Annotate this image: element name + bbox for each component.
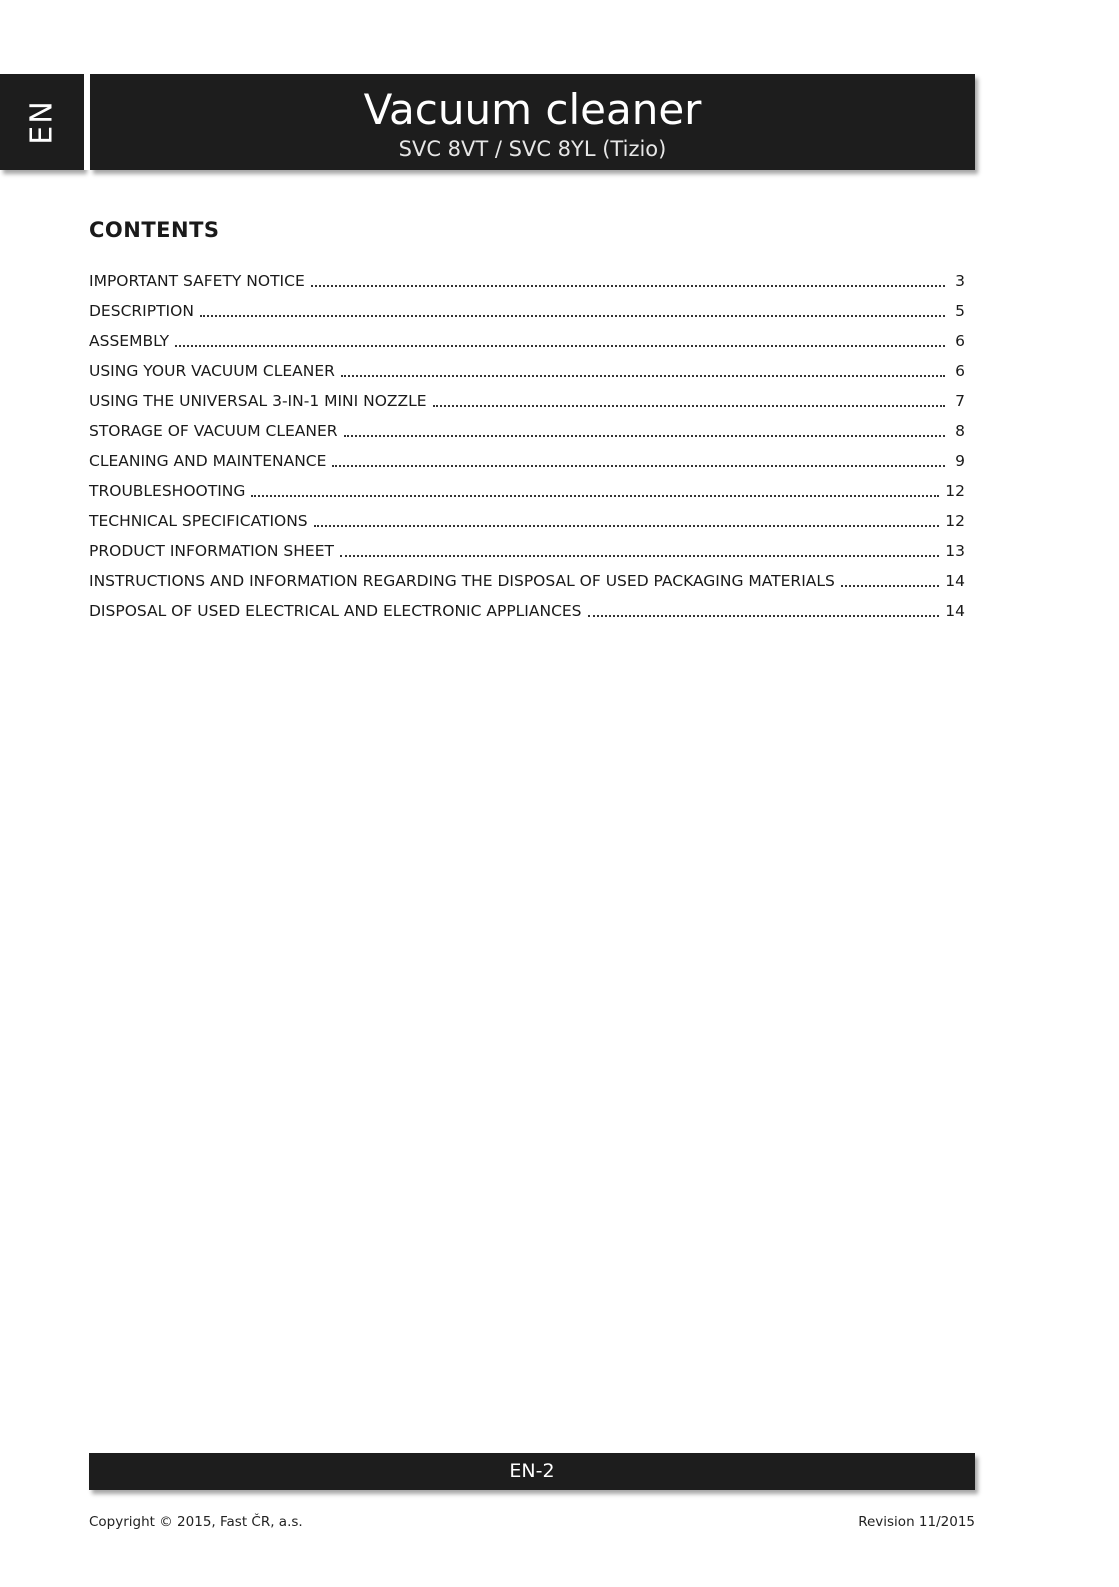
toc-entry[interactable] <box>89 416 965 446</box>
toc-entry-label: TROUBLESHOOTING <box>89 482 246 500</box>
dot-leader <box>251 493 939 497</box>
dot-leader <box>344 433 945 437</box>
toc-entry-page: 8 <box>955 422 965 440</box>
toc-entry-label: ASSEMBLY <box>89 332 170 350</box>
dot-leader <box>588 613 940 617</box>
toc-entry-label: IMPORTANT SAFETY NOTICE <box>89 272 305 290</box>
toc-entry-page: 6 <box>955 332 965 350</box>
toc-entry[interactable] <box>89 506 965 536</box>
toc-entry-page: 5 <box>955 302 965 320</box>
dot-leader <box>175 343 945 347</box>
toc-entry-page: 14 <box>945 572 965 590</box>
table-of-contents <box>89 266 965 626</box>
copyright-text: Copyright © 2015, Fast ČR, a.s. <box>89 1514 303 1530</box>
toc-entry[interactable] <box>89 296 965 326</box>
page-number: EN-2 <box>509 1460 555 1482</box>
page-number-bar <box>89 1453 975 1490</box>
toc-entry[interactable] <box>89 566 965 596</box>
dot-leader <box>340 553 939 557</box>
toc-entry[interactable] <box>89 326 965 356</box>
dot-leader <box>200 313 945 317</box>
toc-entry-label: INSTRUCTIONS AND INFORMATION REGARDING THE DISPOSAL OF USED PACKAGING MATERIALS <box>89 572 835 590</box>
toc-entry-label: DISPOSAL OF USED ELECTRICAL AND ELECTRONIC APPLIANCES <box>89 602 582 620</box>
toc-entry-page: 9 <box>955 452 965 470</box>
toc-entry-label: USING YOUR VACUUM CLEANER <box>89 362 335 380</box>
toc-entry-label: PRODUCT INFORMATION SHEET <box>89 542 334 560</box>
toc-entry[interactable] <box>89 266 965 296</box>
toc-entry[interactable] <box>89 596 965 626</box>
toc-entry-page: 12 <box>945 512 965 530</box>
toc-entry[interactable] <box>89 386 965 416</box>
document-title: Vacuum cleaner <box>363 85 702 134</box>
toc-entry-page: 7 <box>955 392 965 410</box>
language-label: EN <box>24 99 60 145</box>
model-subtitle: SVC 8VT / SVC 8YL (Tizio) <box>398 137 667 161</box>
dot-leader <box>311 283 945 287</box>
toc-entry-label: STORAGE OF VACUUM CLEANER <box>89 422 338 440</box>
toc-entry-page: 13 <box>945 542 965 560</box>
dot-leader <box>332 463 945 467</box>
toc-entry-label: USING THE UNIVERSAL 3-IN-1 MINI NOZZLE <box>89 392 427 410</box>
dot-leader <box>433 403 945 407</box>
toc-entry-label: DESCRIPTION <box>89 302 194 320</box>
dot-leader <box>841 583 939 587</box>
toc-entry[interactable] <box>89 536 965 566</box>
toc-entry[interactable] <box>89 356 965 386</box>
dot-leader <box>314 523 940 527</box>
language-tab <box>0 74 84 170</box>
revision-text: Revision 11/2015 <box>858 1514 975 1530</box>
title-banner <box>90 74 975 170</box>
toc-entry-label: CLEANING AND MAINTENANCE <box>89 452 327 470</box>
contents-heading: CONTENTS <box>89 218 220 242</box>
toc-entry[interactable] <box>89 476 965 506</box>
toc-entry-page: 6 <box>955 362 965 380</box>
dot-leader <box>341 373 945 377</box>
toc-entry-page: 12 <box>945 482 965 500</box>
toc-entry[interactable] <box>89 446 965 476</box>
toc-entry-page: 3 <box>955 272 965 290</box>
toc-entry-label: TECHNICAL SPECIFICATIONS <box>89 512 308 530</box>
toc-entry-page: 14 <box>945 602 965 620</box>
